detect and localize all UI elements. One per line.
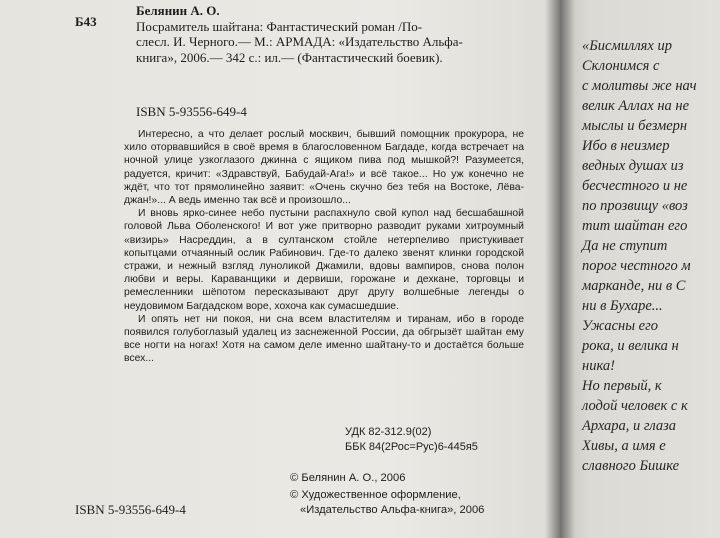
copyright-art-line-1: © Художественное оформление, <box>290 489 461 501</box>
isbn-top: ISBN 5-93556-649-4 <box>136 104 247 119</box>
author-name: Белянин А. О. <box>136 3 220 18</box>
annotation-paragraph-1: Интересно, а что делает рослый москвич, бывший помощник прокурора, не хило оторвавшийся в своё время в благословенном Багдаде, когда встречает на ночной улице узкоглазого джинна с ящиком пива под мышкой?! Разумеется, радуется, кричит: «Здравствуй, Бабудай-Ага!» и всё такое... Но уж конечно не ждёт, что тот прямолинейно заявит: «Очень скучно без тебя на Востоке, Лёва-джан!»... А ведь именно так всё и произошло... <box>124 129 524 207</box>
right-line: марканде, ни в С <box>582 278 686 294</box>
copyright-author: © Белянин А. О., 2006 <box>290 472 406 484</box>
right-line: Да не ступит <box>582 238 668 254</box>
right-line: славного Бишке <box>582 458 680 474</box>
right-line: ника! <box>582 358 615 374</box>
right-line: порог честного м <box>582 258 691 274</box>
bibliographic-record <box>136 3 521 65</box>
right-page-text <box>582 36 720 476</box>
right-line: «Бисмиллях ир <box>582 38 672 54</box>
classification-code: Б43 <box>75 14 97 29</box>
annotation-paragraph-3: И опять нет ни покоя, ни сна всем властителям и тиранам, ибо в городе появился голубоглазый удалец из заснеженной России, да обгрызёт шайтан ему все ногти на ногах! Хотя на самом деле именно шайтану-то и достаётся больше всех... <box>124 313 524 365</box>
right-line: велик Аллах на не <box>582 98 690 114</box>
right-line: рока, и велика н <box>582 338 679 354</box>
annotation-paragraph-2: И вновь ярко-синее небо пустыни распахнуло свой купол над бесшабашной головой Льва Оболенского! И вот уже притворно разводит руками хитроумный «визирь» Насреддин, а в султанском стойле нетерпеливо пристукивает копытцами отчаянный ослик Рабинович. Где-то далеко звенят клинки городской стражи, и нежный взгляд луноликой Джамили, вдовы вампиров, снова полон любви и веры. Караванщики и дервиши, горожане и дехкане, торговцы и ремесленники шёпотом пересказывают друг другу волшебные легенды о неудовимом Багдадском воре, хохоча как сумасшедшие. <box>124 208 524 312</box>
right-line: Ибо в неизмер <box>582 138 670 154</box>
annotation <box>124 128 524 366</box>
udk-code: УДК 82-312.9(02) <box>345 426 432 438</box>
bib-line-1: Посрамитель шайтана: Фантастический роман /По- <box>136 18 423 34</box>
right-line: Архара, и глаза <box>582 418 677 434</box>
right-line: лодой человек с к <box>582 398 688 414</box>
right-line: с молитвы же нач <box>582 78 697 94</box>
isbn-bottom: ISBN 5-93556-649-4 <box>75 502 186 517</box>
right-line: Хивы, а имя е <box>582 438 666 454</box>
right-line: бесчестного и не <box>582 178 688 194</box>
right-line: ведных душах из <box>582 158 684 174</box>
bib-line-2: слесл. И. Черного.— М.: АРМАДА: «Издательство Альфа- <box>136 34 463 49</box>
right-line: ни в Бухаре... <box>582 298 663 314</box>
right-line: Ужасны его <box>582 318 658 334</box>
bib-line-3: книга», 2006.— 342 с.: ил.— (Фантастический боевик). <box>136 49 443 65</box>
right-line: тит шайтан его <box>582 218 688 234</box>
right-line: мыслы и безмерн <box>582 118 688 134</box>
right-line: по прозвищу «воз <box>582 198 688 214</box>
book-gutter <box>545 0 575 538</box>
bbk-code: ББК 84(2Рос=Рус)6-445я5 <box>345 441 478 453</box>
copyright-art-line-2: «Издательство Альфа-книга», 2006 <box>300 504 485 516</box>
right-line: Склонимся с <box>582 58 660 74</box>
right-line: Но первый, к <box>582 378 662 394</box>
